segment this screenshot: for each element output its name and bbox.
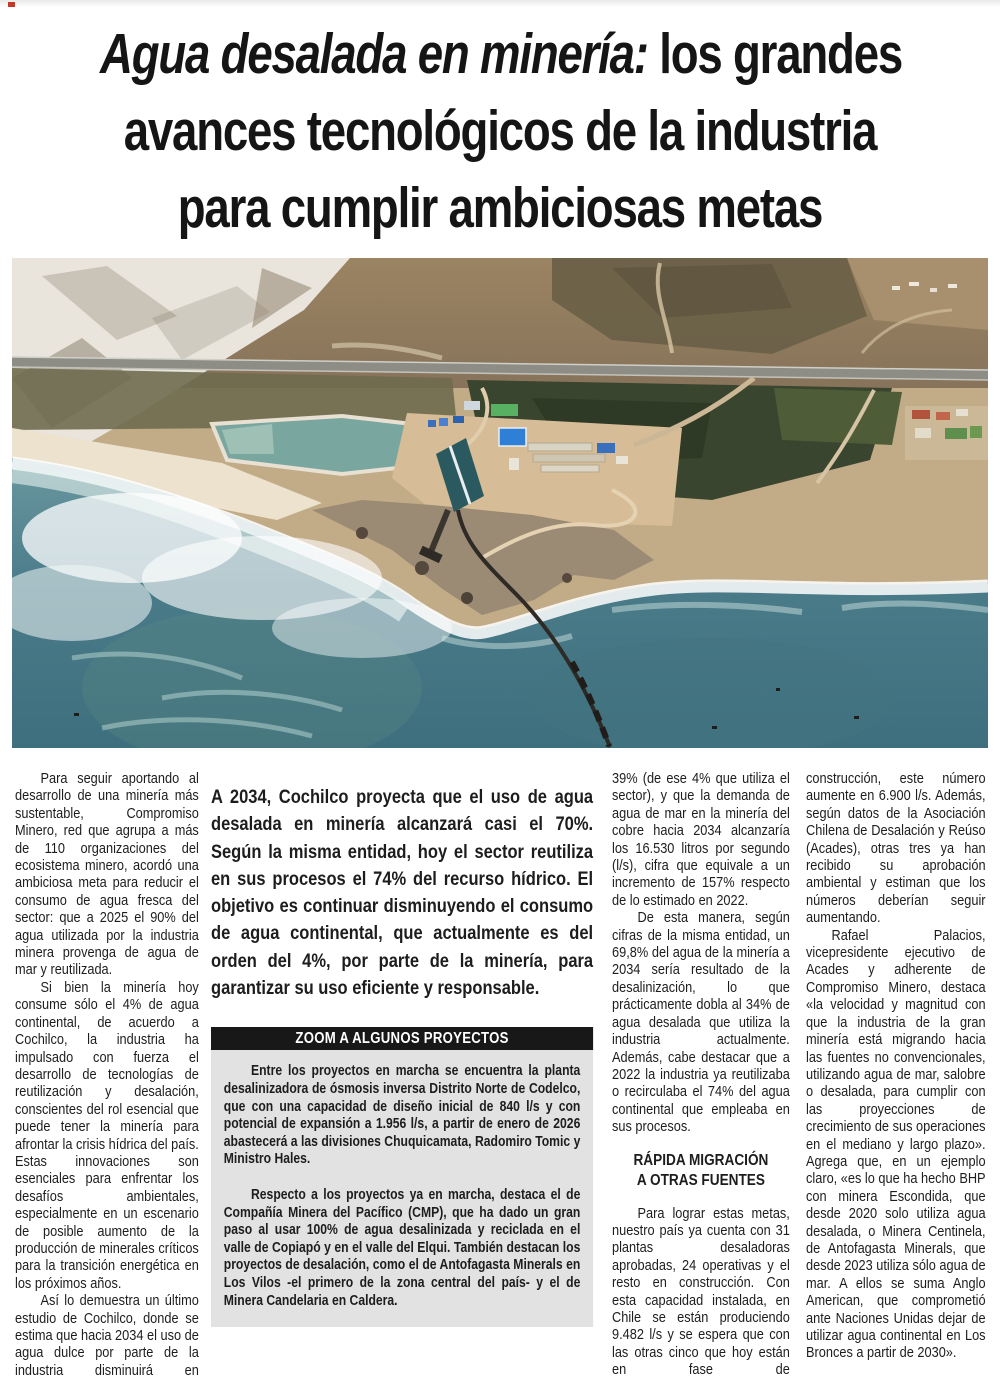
column-1 [15, 770, 199, 1377]
headline-line-1 [100, 16, 903, 93]
box-paragraph: Entre los proyectos en marcha se encuentra la planta desalinizadora de ósmosis inversa Distrito Norte de Codelco, que con una capacidad de diseño inicial de 840 l/s y con potencial de expansión a 1.956 l/s, a partir de enero de 2026 abastecerá a las divisiones Chuquicamata, Radomiro Tomic y Ministro Hales. [223, 1063, 581, 1168]
subhead-line-1: RÁPIDA MIGRACIÓN [633, 1151, 769, 1169]
lead-text: A 2034, Cochilco proyecta que el uso de agua desalada en minería alcanzará casi el 70%. Según la misma entidad, hoy el sector reutiliza en sus procesos el 74% del recurso hídrico. El objetivo es continuar disminuyendo el consumo de agua continental, que actualmente es del orden del 4%, por parte de la minería, para garantizar su uso eficiente y responsable. [211, 786, 594, 1000]
box-paragraph: Respecto a los proyectos ya en marcha, destaca el de Compañía Minera del Pacífico (CMP), que ha dado un gran paso al usar 100% de agua desalinizada y reciclada en el valle de Copiapó y en el valle del Elqui. También destacan los proyectos de desalación, como el de Antofagasta Minerals en Los Vilos -el primero de la zona central del país- y el de Minera Candelaria en Caldera. [223, 1186, 581, 1309]
headline-line1-rest: los grandes [647, 22, 903, 86]
body-paragraph: Para lograr estas metas, nuestro país ya cuenta con 31 plantas desaladoras aprobadas, 24 operativas y el resto en construcción. Con esta capacidad instalada, en Chile se están produciendo 9.482 l/s y se espera que con las otras cinco que hoy están en fase de [612, 1204, 790, 1377]
article-headline [0, 16, 1000, 247]
body-paragraph: Rafael Palacios, vicepresidente ejecutivo de Acades y adherente de Compromiso Minero, destaca «la velocidad y magnitud con que la industria de la gran minería está migrando hacia las fuentes no convencionales, utilizando agua de mar, salobre o desalada, para cumplir con las proyecciones de crecimiento de sus operaciones en el mediano y largo plazo». Agrega que, en un ejemplo claro, «es lo que ha hecho BHP con minera Escondida, que desde 2020 solo utiliza agua desalada, o Minera Centinela, de Antofagasta Minerals, que desde 2023 utiliza sólo agua de mar. A ellos se suma Anglo American, que comprometió ante Naciones Unidas dejar de utilizar agua continental en Los Bronces a partir de 2030». [806, 926, 986, 1362]
body-paragraph: Para seguir aportando al desarrollo de una minería más sustentable, Compromiso Minero, red que agrupa a más de 110 organizaciones del ecosistema minero, acordó una ambiciosa meta para reducir el consumo de agua fresca del sector: que a 2025 el 90% del agua utilizada por la industria minera provenga de agua de mar y reutilizada. [15, 770, 199, 979]
aerial-photo-desalination-plant [12, 258, 988, 748]
column-2-wide [211, 770, 593, 1327]
body-paragraph: Así lo demuestra un último estudio de Cochilco, donde se estima que hacia 2034 el uso de agua dulce por parte de la industria disminuirá en [15, 1292, 199, 1377]
lead-paragraph [211, 770, 593, 1002]
headline-line-2: avances tecnológicos de la industria [123, 99, 877, 163]
headline-line-3: para cumplir ambiciosas metas [177, 176, 823, 240]
scan-artifact-mark [8, 2, 15, 7]
body-paragraph: Si bien la minería hoy consume sólo el 4% de agua continental, de acuerdo a Cochilco, la industria ha impulsado con fuerza el desarrollo de tecnologías de reutilización y desalación, conscientes del rol esencial que puede tener la minería para afrontar la crisis hídrica del país. Estas innovaciones son esenciales para enfrentar los desafíos ambientales, especialmente en un escenario de posible aumento de la producción de minerales críticos para la transición energética en los próximos años. [15, 978, 199, 1292]
body-paragraph: 39% (de ese 4% que utiliza el sector), y que la demanda de agua de mar en la minería del cobre hacia 2034 alcanzaría los 16.530 litros por segundo (l/s), cifra que equivale a un incremento de 157% respecto de lo estimado en 2022. [612, 770, 790, 909]
aerial-photo-illustration [12, 258, 988, 748]
zoom-box-title-bar: ZOOM A ALGUNOS PROYECTOS [211, 1027, 593, 1050]
column-3 [612, 770, 790, 1377]
section-subhead [612, 1151, 790, 1191]
zoom-box-body [211, 1050, 593, 1327]
zoom-projects-box [211, 1027, 593, 1327]
page-top-scan-band [0, 0, 1000, 7]
body-paragraph: construcción, este número aumente en 6.900 l/s. Además, según datos de la Asociación Chilena de Desalación y Reúso (Acades), otras tres ya han recibido su aprobación ambiental y estiman que los números deberían seguir aumentando. [806, 770, 986, 927]
column-4 [806, 770, 986, 1362]
subhead-line-2: A OTRAS FUENTES [636, 1171, 765, 1189]
body-paragraph: De esta manera, según cifras de la misma entidad, un 69,8% del agua de la minería a 2034 sería resultado de la desalinización, lo que prácticamente dobla al 34% de agua desalada que utiliza la industria actualmente. Además, cabe destacar que a 2022 la industria ya reutilizaba o recirculaba el 74% del agua continental que empleaba en sus procesos. [612, 909, 790, 1136]
headline-topic: Agua desalada en minería: [100, 22, 648, 86]
